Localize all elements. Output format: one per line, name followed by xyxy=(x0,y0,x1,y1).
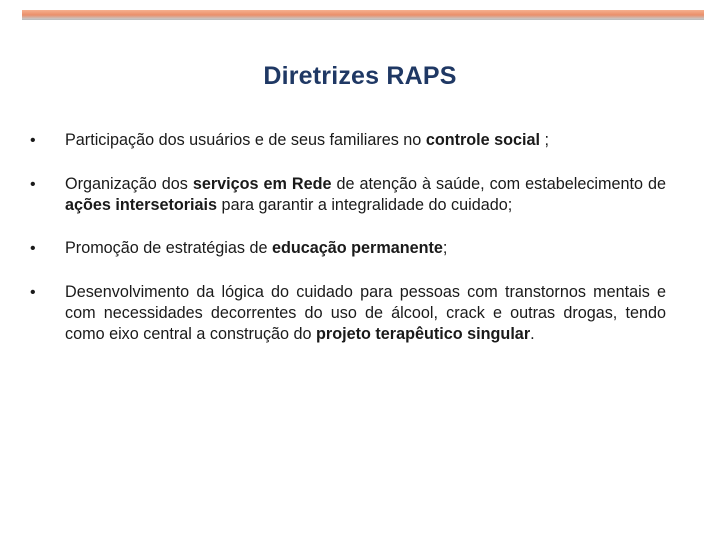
bullet-text: Desenvolvimento da lógica do cuidado para pessoas com transtornos mentais e com necessidades decorrentes do uso de álcool, crack e outras drogas, tendo como eixo central a construção do xyxy=(65,283,666,343)
list-item xyxy=(30,282,666,345)
bullet-emphasis: projeto terapêutico singular xyxy=(316,325,531,343)
bullet-text: Organização dos xyxy=(65,175,193,193)
bullet-text: de atenção à saúde, com estabelecimento de xyxy=(331,175,666,193)
bullet-emphasis: controle social xyxy=(425,131,541,149)
bullet-text: Participação dos usuários e de seus familiares no xyxy=(65,131,426,149)
bullet-text: ; xyxy=(540,131,550,149)
bullet-text: Promoção de estratégias de xyxy=(65,239,272,257)
header-decorative-bar xyxy=(22,10,704,20)
bullet-text: . xyxy=(530,325,535,343)
bullet-icon: • xyxy=(30,240,36,257)
bullet-emphasis: educação permanente xyxy=(271,239,443,257)
bullet-text: para garantir a integralidade do cuidado; xyxy=(217,196,513,214)
bullet-icon: • xyxy=(30,284,36,301)
list-item xyxy=(30,238,666,259)
bullet-text: ; xyxy=(442,239,448,257)
bullet-icon: • xyxy=(30,176,36,193)
list-item xyxy=(30,130,666,151)
list-item xyxy=(30,174,666,216)
guidelines-list xyxy=(30,130,666,368)
bullet-emphasis: ações intersetoriais xyxy=(65,196,218,214)
slide-title: Diretrizes RAPS xyxy=(263,62,457,90)
bullet-icon: • xyxy=(30,132,36,149)
bullet-emphasis: serviços em Rede xyxy=(192,175,332,193)
